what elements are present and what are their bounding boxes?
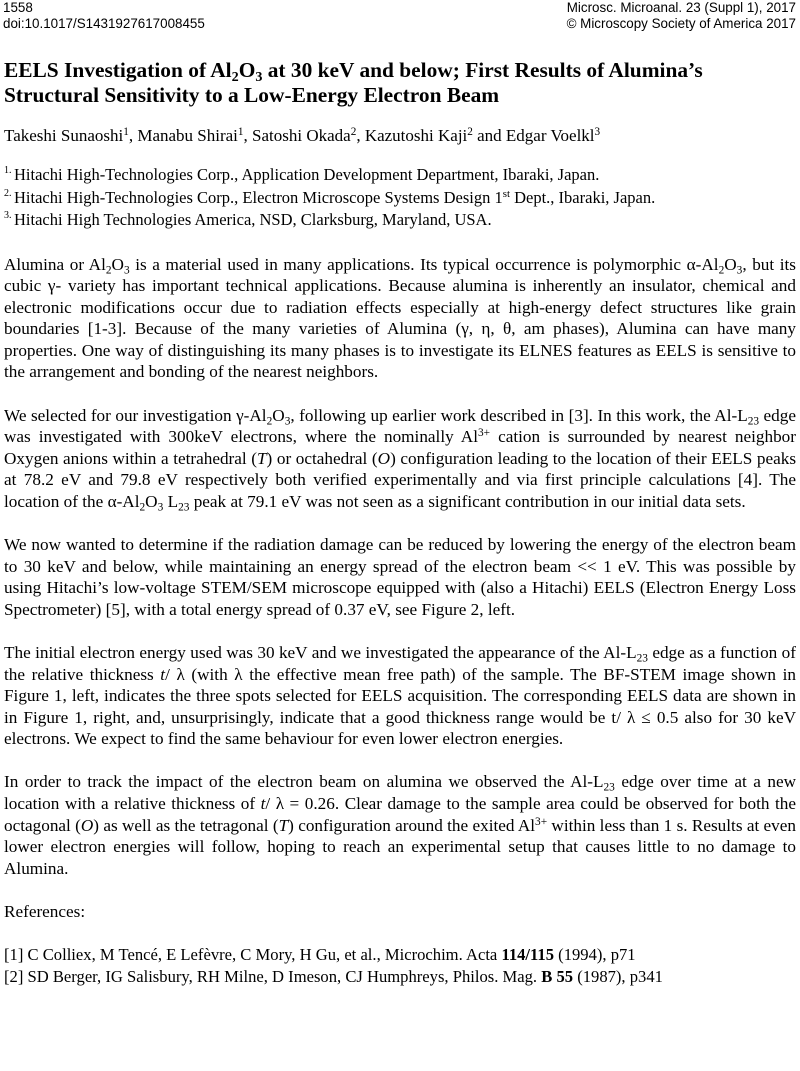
page-header <box>0 0 800 36</box>
page-number: 1558 <box>3 0 33 15</box>
paragraph-tracking: In order to track the impact of the electron beam on alumina we observed the $Al-L_{23}$ edge over time at a new location with a relative thickness of t/ λ = 0.26. Clear damage to the sample area could be observed for both the octagonal (O) as well as the tetragonal (T) configuration around the exited $Al^{3+}$ within less than 1 s. Results at even lower electron energies will follow, hoping to reach an experimental setup that causes little to no damage to Alumina. <box>4 772 797 878</box>
author: Manabu Shirai <box>137 126 238 145</box>
author-list: Takeshi Sunaoshi$^1$, Manabu Shirai$^1$, Satoshi Okada$^2$, Kazutoshi Kaji$^2$ and Edgar Voelkl$^3$ <box>4 125 601 145</box>
references-heading: References: <box>4 901 86 921</box>
author: Edgar Voelkl <box>505 126 595 145</box>
reference-item: [2] SD Berger, IG Salisbury, RH Milne, D Imeson, CJ Humphreys, Philos. Mag. B 55 (1987), p341 <box>4 966 663 986</box>
affiliation: 1. Hitachi High-Technologies Corp., Application Development Department, Ibaraki, Japan. <box>4 165 600 184</box>
author: Takeshi Sunaoshi <box>4 126 124 145</box>
paragraph-radiation-damage: We now wanted to determine if the radiation damage can be reduced by lowering the energy of the electron beam to 30 keV and below, while maintaining an energy spread of the electron beam << 1 eV. This was possible by using Hitachi’s low-voltage STEM/SEM microscope equipped with (also a Hitachi) EELS (Electron Energy Loss Spectrometer) [5], with a total energy spread of 0.37 eV, see Figure 2, left. <box>4 535 796 619</box>
reference-list <box>4 944 796 988</box>
doi: doi:10.1017/S1431927617008455 <box>3 16 205 31</box>
header-left <box>3 0 205 32</box>
paragraph-investigation: We selected for our investigation $\gamma-Al_2O_3$, following up earlier work described in [3]. In this work, the $Al-L_{23}$ edge was investigated with 300keV electrons, where the nominally $Al^{3+}$ cation is surrounded by nearest neighbor Oxygen anions within a tetrahedral (T) or octahedral (O) configuration leading to the location of their EELS peaks at 78.2 eV and 79.8 eV respectively both verified experimentally and via first principle calculations [4]. The location of the $\alpha-Al_2O_3$ $L_{23}$ peak at 79.1 eV was not seen as a significant contribution in our initial data sets. <box>4 405 797 514</box>
affiliation: 3. Hitachi High Technologies America, NSD, Clarksburg, Maryland, USA. <box>4 210 492 229</box>
article-title: EELS Investigation of $Al_2O_3$ at 30 keV and below; First Results of Alumina’s Structural Sensitivity to a Low-Energy Electron Beam <box>4 58 703 107</box>
copyright: © Microscopy Society of America 2017 <box>566 16 796 31</box>
affiliation-list <box>4 164 796 232</box>
author: Kazutoshi Kaji <box>364 126 468 145</box>
reference-item: [1] C Colliex, M Tencé, E Lefèvre, C Mory, H Gu, et al., Microchim. Acta 114/115 (1994), p71 <box>4 944 636 964</box>
header-right <box>567 0 796 32</box>
author: Satoshi Okada <box>252 126 351 145</box>
article-body <box>4 58 796 988</box>
affiliation: 2. Hitachi High-Technologies Corp., Electron Microscope Systems Design 1st Dept., Ibaraki, Japan. <box>4 187 656 207</box>
paragraph-intro: Alumina or $Al_2O_3$ is a material used in many applications. Its typical occurrence is polymorphic $\alpha-Al_2O_3$, but its cubic γ- variety has important technical applications. Because alumina is inherently an insulator, chemical and electronic modifications occur due to radiation effects especially at high-energy defect structures like grain boundaries [1-3]. Because of the many varieties of Alumina (γ, η, θ, am phases), Alumina can have many properties. One way of distinguishing its many phases is to investigate its ELNES features as EELS is sensitive to the arrangement and bonding of the nearest neighbors. <box>4 254 796 382</box>
paragraph-thickness: The initial electron energy used was 30 keV and we investigated the appearance of the $Al-L_{23}$ edge as a function of the relative thickness t/ λ (with λ the effective mean free path) of the sample. The BF-STEM image shown in Figure 1, left, indicates the three spots selected for EELS acquisition. The corresponding EELS data are shown in in Figure 1, right, and, unsurprisingly, indicate that a good thickness range would be t/ λ ≤ 0.5 also for 30 keV electrons. We expect to find the same behaviour for even lower electron energies. <box>4 642 796 749</box>
journal-citation: Microsc. Microanal. 23 (Suppl 1), 2017 <box>566 0 796 15</box>
